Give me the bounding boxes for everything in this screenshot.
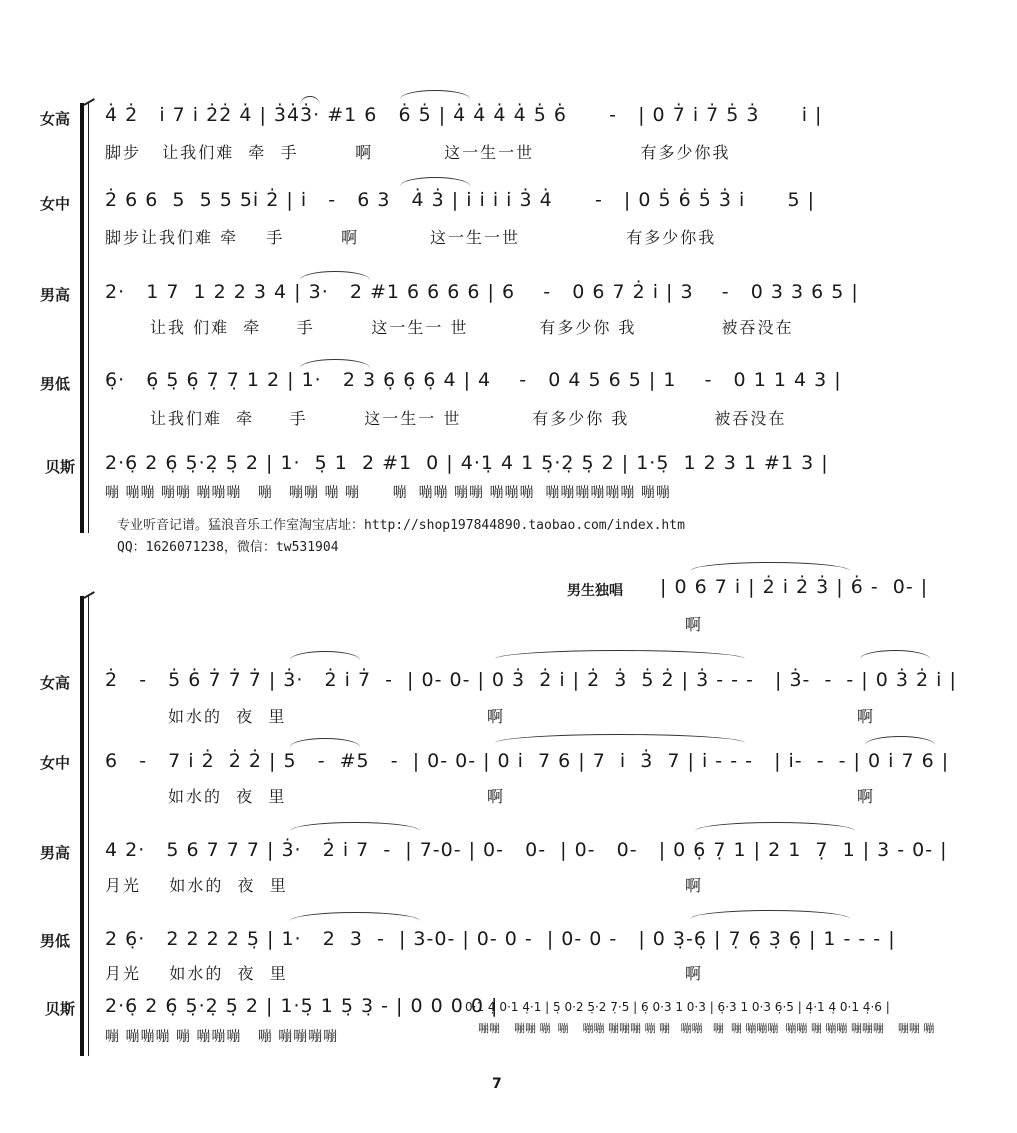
slur	[290, 822, 420, 831]
slur	[290, 912, 420, 921]
bracket-hook-top	[84, 591, 95, 599]
part-label-tenor: 男高	[40, 286, 71, 304]
system-bracket	[80, 596, 84, 1056]
slur	[860, 650, 930, 659]
lyrics-tenor-b: 啊	[685, 876, 704, 895]
lyrics-alto: 脚步让我们难 牵 手 啊 这一生一世 有多少你我	[105, 228, 717, 247]
lyrics-bass-voice-a: 月光 如水的 夜 里	[105, 964, 288, 983]
notes-alto: 6 - 7 i̇ 2̇ 2̇ 2̇ | 5 - #5 - | 0- 0- | 0 i̇ 7 6 | 7 i̇ 3̇ 7 | i̇ - - - | i̇- - - | 0 i̇ 7 6 |	[105, 750, 950, 772]
notes-alto: 2̇ 6 6 5 5 5 5i̇ 2̇ | i̇ - 6 3 4̇ 3̇ | i̇ i̇ i̇ i̇ 3̇ 4̇ - | 0 5̇ 6̇ 5̇ 3̇ i̇ 5 |	[105, 189, 816, 211]
part-label-bass-voice: 男低	[40, 932, 71, 950]
credit-line-2: QQ：1626071238，微信：tw531904	[117, 540, 339, 555]
part-label-soprano: 女高	[40, 674, 71, 692]
notes-bass-small: 0·1 4̣ 0·1 4̣·1 | 5̣ 0·2 5̣·2 7̣·5 | 6̣ 0·3 1 0·3 | 6̣·3 1 0·3 6̣·5 | 4̣·1 4̣ 0·1 4̣·6 |	[465, 1000, 890, 1014]
part-label-bass: 贝斯	[45, 1000, 76, 1018]
lyrics-bass: 嘣 嘣嘣 嘣嘣 嘣嘣嘣 嘣 嘣嘣 嘣 嘣 嘣 嘣嘣 嘣嘣 嘣嘣嘣 嘣嘣嘣嘣嘣嘣 嘣嘣	[105, 485, 671, 501]
lyrics-bass: 嘣 嘣嘣嘣 嘣 嘣嘣嘣 嘣 嘣嘣嘣嘣	[105, 1029, 339, 1045]
lyrics-tenor: 让我 们难 牵 手 这一生一 世 有多少你 我 被吞没在	[150, 318, 794, 337]
slur	[495, 650, 745, 659]
notes-soprano: 4̇ 2̇ i̇ 7 i̇ 2̇2̇ 4̇ | 3̇4̇3̇· #1 6 6̇ 5̇ | 4̇ 4̇ 4̇ 4̇ 5̇ 6̇ - | 0 7̇ i̇ 7̇ 5̇ 3̇ i̇ |	[105, 104, 823, 126]
lyrics-solo: 啊	[685, 615, 704, 634]
slur	[690, 910, 850, 919]
slur	[400, 90, 470, 99]
slur	[290, 738, 360, 747]
lyrics-bass-voice: 让我们难 牵 手 这一生一 世 有多少你 我 被吞没在	[150, 409, 787, 428]
slur	[695, 822, 855, 831]
lyrics-soprano-c: 啊	[857, 707, 876, 726]
notes-bass: 2·6̣ 2 6̣ 5̣·2̣ 5̣ 2 | 1· 5̣ 1 2 #1 0 | 4·1̣ 4 1 5̣·2̣ 5̣ 2 | 1·5̣ 1 2 3 1 #1 3 |	[105, 452, 829, 474]
slur	[300, 271, 370, 280]
slur	[865, 736, 935, 745]
part-label-tenor: 男高	[40, 844, 71, 862]
notes-solo: | 0 6 7 i̇ | 2̇ i̇ 2̇ 3̇ | 6̇ - 0- |	[660, 576, 929, 598]
notes-tenor: 4 2· 5 6 7 7 7 | 3̇· 2̇ i̇ 7 - | 7-0- | 0- 0- | 0- 0- | 0 6̣ 7̣ 1 | 2 1 7̣ 1 | 3 - 0- |	[105, 839, 948, 861]
lyrics-soprano-b: 啊	[487, 707, 506, 726]
lyrics-bass-voice-b: 啊	[685, 964, 704, 983]
slur	[290, 651, 360, 660]
solo-label: 男生独唱	[567, 583, 623, 599]
part-label-soprano: 女高	[40, 110, 71, 128]
lyrics-alto-a: 如水的 夜 里	[168, 787, 287, 806]
slur	[495, 734, 745, 743]
slur	[400, 177, 470, 186]
lyrics-soprano: 脚步 让我们难 牵 手 啊 这一生一世 有多少你我	[105, 143, 731, 162]
page-number: 7	[492, 1076, 502, 1092]
lyrics-soprano-a: 如水的 夜 里	[168, 707, 287, 726]
system-bracket-inner	[88, 596, 89, 1056]
notes-bass: 2·6̣ 2 6̣ 5̣·2̣ 5̣ 2 | 1·5̣ 1 5̣ 3̣ - | 0 0 0 0 |	[105, 995, 499, 1017]
lyrics-alto-b: 啊	[487, 787, 506, 806]
notes-bass-voice: 2 6̣· 2 2 2 2 5̣ | 1· 2 3 - | 3-0- | 0- 0 - | 0- 0 - | 0 3̣-6̣ | 7̣ 6̣ 3̣ 6̣ | 1 - - - |	[105, 928, 896, 950]
notes-bass-voice: 6̣· 6̣ 5̣ 6̣ 7̣ 7̣ 1 2 | 1· 2 3 6̣ 6̣ 6̣ 4 | 4 - 0 4 5 6 5 | 1 - 0 1 1 4 3 |	[105, 369, 842, 391]
notes-soprano: 2̇ - 5̇ 6̇ 7̇ 7̇ 7̇ | 3̇· 2̇ i̇ 7̇ - | 0- 0- | 0 3̇ 2̇ i̇ | 2̇ 3̇ 5̇ 2̇ | 3̇ - - - | 3̇- - - | 0 3̇ 2̇ i̇ |	[105, 669, 957, 691]
slur	[690, 562, 850, 571]
bracket-hook-top	[84, 98, 95, 106]
system-bracket-inner	[88, 103, 89, 533]
system-bracket	[80, 103, 84, 533]
credit-line-1: 专业听音记谱。猛浪音乐工作室淘宝店址：http://shop197844890.taobao.com/index.htm	[117, 518, 685, 533]
part-label-bass-voice: 男低	[40, 375, 71, 393]
part-label-alto: 女中	[40, 754, 71, 772]
part-label-bass: 贝斯	[45, 458, 76, 476]
slur	[300, 359, 370, 368]
lyrics-alto-c: 啊	[857, 787, 876, 806]
lyrics-tenor-a: 月光 如水的 夜 里	[105, 876, 288, 895]
lyrics-bass-small: 嘣嘣 嘣嘣 嘣 嘣 嘣嘣 嘣嘣嘣 嘣 嘣 嘣嘣 嘣 嘣 嘣嘣嘣 嘣嘣 嘣 嘣嘣 嘣嘣嘣 嘣嘣 嘣	[478, 1022, 935, 1035]
part-label-alto: 女中	[40, 195, 71, 213]
notes-tenor: 2· 1 7 1 2 2 3 4 | 3· 2 #1 6 6 6 6 | 6 - 0 6 7 2̇ i̇ | 3 - 0 3 3 6 5 |	[105, 281, 859, 303]
